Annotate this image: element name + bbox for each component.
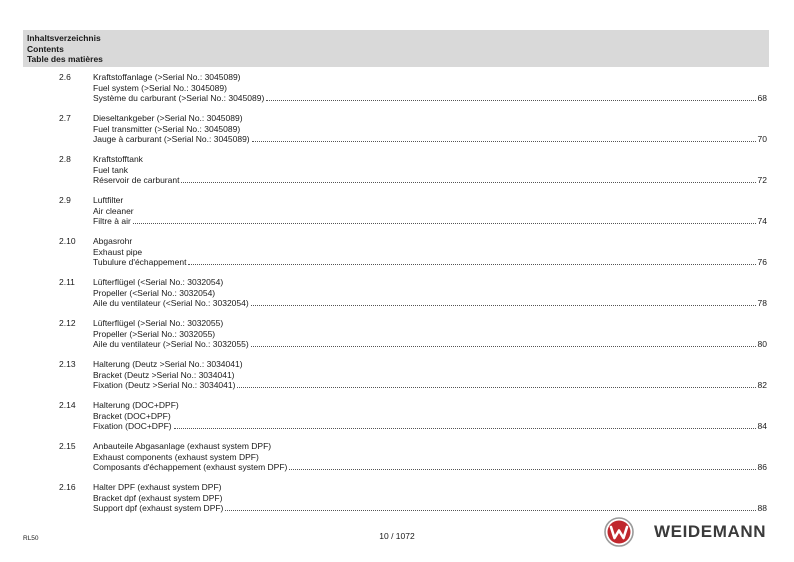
- entry-page-link[interactable]: 68: [757, 93, 767, 103]
- entry-title-de: Kraftstofftank: [93, 154, 143, 164]
- entry-number: 2.10: [59, 236, 76, 246]
- toc-entry[interactable]: [0, 195, 794, 231]
- entry-number: 2.6: [59, 72, 71, 82]
- toc-entry[interactable]: [0, 318, 794, 354]
- entry-title-de: Luftfilter: [93, 195, 124, 205]
- entry-title-en: Bracket dpf (exhaust system DPF): [93, 492, 223, 503]
- dot-leader: [289, 462, 755, 470]
- entry-page-link[interactable]: 82: [757, 380, 767, 390]
- entry-number: 2.16: [59, 482, 76, 492]
- entry-title-de: Halterung (DOC+DPF): [93, 400, 179, 410]
- entry-title-en: Fuel transmitter (>Serial No.: 3045089): [93, 123, 241, 134]
- toc-title-fr: Table des matières: [27, 54, 103, 64]
- entry-page-link[interactable]: 70: [757, 134, 767, 144]
- entry-title-en: Fuel tank: [93, 164, 128, 175]
- entry-title-fr: Support dpf (exhaust system DPF): [93, 503, 224, 513]
- entry-title-en: Propeller (>Serial No.: 3032055): [93, 328, 216, 339]
- entry-title-en: Bracket (DOC+DPF): [93, 410, 171, 421]
- toc-entry[interactable]: [0, 236, 794, 272]
- entry-title-de: Halterung (Deutz >Serial No.: 3034041): [93, 359, 243, 369]
- entry-title-fr-row: [93, 175, 767, 186]
- entry-title-en: Exhaust components (exhaust system DPF): [93, 451, 259, 462]
- dot-leader: [174, 421, 756, 429]
- entry-title-de: Dieseltankgeber (>Serial No.: 3045089): [93, 113, 243, 123]
- toc-entry[interactable]: [0, 277, 794, 313]
- entry-title-de: Kraftstoffanlage (>Serial No.: 3045089): [93, 72, 241, 82]
- entry-title-de: Lüfterflügel (>Serial No.: 3032055): [93, 318, 224, 328]
- dot-leader: [252, 134, 756, 142]
- entry-title-fr: Aile du ventilateur (<Serial No.: 3032054): [93, 298, 249, 308]
- toc-entry[interactable]: [0, 72, 794, 108]
- entry-title-fr: Filtre à air: [93, 216, 131, 226]
- entry-title-fr-row: [93, 380, 767, 391]
- entry-page-link[interactable]: 74: [757, 216, 767, 226]
- entry-title-fr: Tubulure d'échappement: [93, 257, 187, 267]
- entry-title-de: Halter DPF (exhaust system DPF): [93, 482, 222, 492]
- entry-title-de: Anbauteile Abgasanlage (exhaust system DPF): [93, 441, 272, 451]
- entry-title-fr: Réservoir de carburant: [93, 175, 180, 185]
- dot-leader: [237, 380, 755, 388]
- dot-leader: [251, 339, 756, 347]
- entry-title-fr: Composants d'échappement (exhaust system DPF): [93, 462, 288, 472]
- entry-page-link[interactable]: 84: [757, 421, 767, 431]
- entry-title-fr: Jauge à carburant (>Serial No.: 3045089): [93, 134, 250, 144]
- toc-entry[interactable]: [0, 359, 794, 395]
- entry-page-link[interactable]: 78: [757, 298, 767, 308]
- entry-title-en: Air cleaner: [93, 205, 134, 216]
- entry-title-fr: Fixation (DOC+DPF): [93, 421, 172, 431]
- entry-title-fr-row: [93, 298, 767, 309]
- dot-leader: [133, 216, 756, 224]
- entry-title-fr: Aile du ventilateur (>Serial No.: 3032055): [93, 339, 249, 349]
- entry-title-fr: Fixation (Deutz >Serial No.: 3034041): [93, 380, 236, 390]
- toc-entry[interactable]: [0, 482, 794, 518]
- entry-page-link[interactable]: 76: [757, 257, 767, 267]
- dot-leader: [181, 175, 755, 183]
- model-code: RL50: [23, 535, 39, 542]
- page-counter: 10 / 1072: [379, 531, 415, 541]
- dot-leader: [251, 298, 756, 306]
- weidemann-w-logo-icon: [604, 517, 634, 547]
- brand-name: WEIDEMANN: [654, 522, 767, 541]
- entry-number: 2.12: [59, 318, 76, 328]
- entry-title-fr-row: [93, 134, 767, 145]
- entry-title-fr-row: [93, 462, 767, 473]
- entry-title-en: Propeller (<Serial No.: 3032054): [93, 287, 216, 298]
- entry-title-fr-row: [93, 257, 767, 268]
- toc-title-de: Inhaltsverzeichnis: [27, 33, 101, 43]
- toc-entry[interactable]: [0, 441, 794, 477]
- dot-leader: [266, 93, 755, 101]
- dot-leader: [225, 503, 755, 511]
- entry-page-link[interactable]: 80: [757, 339, 767, 349]
- entry-title-en: Bracket (Deutz >Serial No.: 3034041): [93, 369, 235, 380]
- toc-entry[interactable]: [0, 113, 794, 149]
- entry-number: 2.8: [59, 154, 71, 164]
- entry-title-de: Lüfterflügel (<Serial No.: 3032054): [93, 277, 224, 287]
- entry-number: 2.13: [59, 359, 76, 369]
- entry-title-fr-row: [93, 421, 767, 432]
- entry-title-en: Exhaust pipe: [93, 246, 143, 257]
- entry-title-en: Fuel system (>Serial No.: 3045089): [93, 82, 227, 93]
- entry-title-fr-row: [93, 93, 767, 104]
- toc-header: [23, 30, 769, 67]
- entry-number: 2.7: [59, 113, 71, 123]
- toc-title-en: Contents: [27, 43, 64, 54]
- brand-logo: [604, 516, 774, 548]
- entry-title-fr-row: [93, 216, 767, 227]
- toc-entry[interactable]: [0, 154, 794, 190]
- entry-number: 2.14: [59, 400, 76, 410]
- entry-page-link[interactable]: 86: [757, 462, 767, 472]
- entry-title-fr: Système du carburant (>Serial No.: 3045089): [93, 93, 265, 103]
- entry-number: 2.15: [59, 441, 76, 451]
- entry-number: 2.11: [59, 277, 75, 287]
- entry-page-link[interactable]: 72: [757, 175, 767, 185]
- entry-title-fr-row: [93, 339, 767, 350]
- entry-title-de: Abgasrohr: [93, 236, 133, 246]
- entry-number: 2.9: [59, 195, 71, 205]
- dot-leader: [188, 257, 755, 265]
- entry-title-fr-row: [93, 503, 767, 514]
- toc-entry[interactable]: [0, 400, 794, 436]
- entry-page-link[interactable]: 88: [757, 503, 767, 513]
